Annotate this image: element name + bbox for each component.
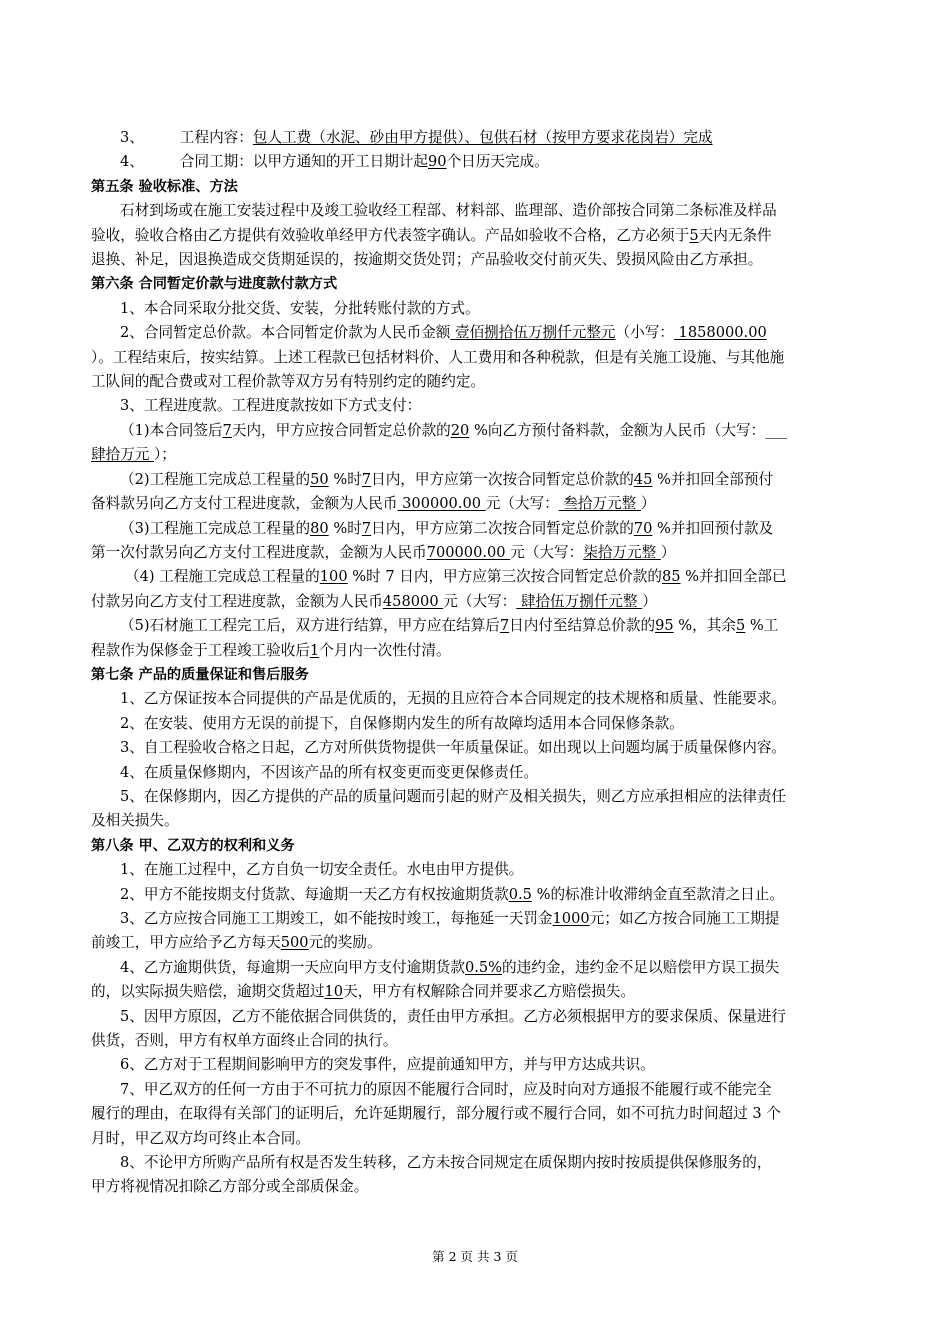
text: %，其余 xyxy=(673,617,736,635)
text: 元（大写： xyxy=(443,592,517,610)
filled-value: 50 xyxy=(310,470,329,488)
text: （5)石材施工工程完工后，双方进行结算，甲方应在结算后 xyxy=(120,617,500,635)
filled-value: 1 xyxy=(309,641,320,659)
text: （2)工程施工完成总工程量的 xyxy=(120,470,311,488)
text: 程款作为保修金于工程竣工验收后 xyxy=(91,641,310,659)
text: ） xyxy=(640,495,656,513)
text: 天内，甲方应按合同暂定总价款的 xyxy=(231,421,451,439)
filled-value: 20 xyxy=(450,421,470,439)
payment-step-4-cont xyxy=(91,590,861,614)
filled-value: 500 xyxy=(280,934,309,952)
filled-value: 80 xyxy=(310,519,329,537)
text: ） xyxy=(660,543,676,561)
paragraph: 1、本合同采取分批交货、安装，分批转账付款的方式。 xyxy=(120,299,480,317)
text: 备料款另向乙方支付工程进度款，金额为人民币 xyxy=(91,495,398,513)
filled-value: 7 xyxy=(499,617,510,635)
item-3 xyxy=(91,126,861,150)
payment-step-1 xyxy=(91,419,861,443)
text: （1)本合同签后 xyxy=(120,421,223,439)
text: 的，以实际损失赔偿，逾期交货超过 xyxy=(91,983,325,1001)
item-number: 4、 xyxy=(120,153,144,171)
text: %并扣回全部预付 xyxy=(652,470,774,488)
paragraph: 1、乙方保证按本合同提供的产品是优质的，无损的且应符合本合同规定的技术规格和质量、性能要求。 xyxy=(120,690,787,708)
text: （小写： xyxy=(615,324,674,342)
filled-value: 1858000.00 xyxy=(673,324,767,342)
filled-value: 1000 xyxy=(552,910,590,927)
paragraph xyxy=(91,956,861,980)
payment-step-4 xyxy=(91,565,861,589)
text: 元；如乙方按合同施工工期提 xyxy=(589,910,780,927)
text: 的违约金，违约金不足以赔偿甲方误工损失 xyxy=(502,958,780,976)
text: 2、甲方不能按期支付货款、每逾期一天乙方有权按逾期货款 xyxy=(120,885,509,903)
text: ）； xyxy=(154,446,176,464)
item-4 xyxy=(91,150,861,174)
text: ） xyxy=(642,592,657,610)
text: %的标准计收滞纳金直至款清之日止。 xyxy=(531,885,784,903)
filled-value: 叁拾万元整 xyxy=(558,495,641,513)
text: （4) 工程施工完成总工程量的 xyxy=(125,568,320,586)
filled-value: 5 xyxy=(735,617,746,635)
paragraph xyxy=(91,321,861,345)
text: 元（大写： xyxy=(510,543,584,561)
text: %时 xyxy=(328,519,362,537)
page-number: 第 2 页 共 3 页 xyxy=(432,1249,518,1264)
article-8-heading: 第八条 甲、乙双方的权利和义务 xyxy=(91,837,295,854)
article-5-heading: 第五条 验收标准、方法 xyxy=(91,178,238,195)
paragraph xyxy=(91,980,861,1004)
filled-value: 45 xyxy=(633,470,653,488)
text: （3)工程施工完成总工程量的 xyxy=(120,519,311,537)
paragraph: 工队间的配合费或对工程价款等双方另有特别约定的随约定。 xyxy=(91,373,486,391)
text: %时 xyxy=(328,470,362,488)
text: 2、合同暂定总价款。本合同暂定价款为人民币金额 xyxy=(120,324,451,342)
item-number: 3、 xyxy=(120,129,144,146)
filled-value: 肆拾万元 xyxy=(91,446,155,464)
text: 4、乙方逾期供货，每逾期一天应向甲方支付逾期货款 xyxy=(120,958,465,976)
text: 付款另向乙方支付工程进度款，金额为人民币 xyxy=(91,592,383,610)
paragraph xyxy=(91,224,861,248)
text: 天，甲方有权解除合同并要求乙方赔偿损失。 xyxy=(343,983,635,1001)
paragraph: 石材到场或在施工安装过程中及竣工验收经工程部、材料部、监理部、造价部按合同第二条标准及样品 xyxy=(120,202,777,220)
payment-step-2 xyxy=(91,468,861,492)
payment-step-5-cont xyxy=(91,639,861,663)
filled-value: 85 xyxy=(661,568,681,586)
text: 个日历天完成。 xyxy=(446,153,549,171)
article-6-heading: 第六条 合同暂定价款与进度款付款方式 xyxy=(91,276,338,293)
text: 天内无条件 xyxy=(698,226,772,244)
text: %工 xyxy=(745,617,779,635)
text: 日内付至结算总价款的 xyxy=(509,617,656,635)
filled-value: 458000 xyxy=(382,592,444,610)
text: 验收，验收合格由乙方提供有效验收单经甲方代表签字确认。产品如验收不合格，乙方必须于 xyxy=(91,226,690,244)
payment-step-3-cont xyxy=(91,541,861,565)
paragraph: 4、在质量保修期内，不因该产品的所有权变更而变更保修责任。 xyxy=(120,763,538,781)
text: 前竣工，甲方应给予乙方每天 xyxy=(91,934,281,952)
paragraph: 5、在保修期内，因乙方提供的产品的质量问题而引起的财产及相关损失，则乙方应承担相应的法律责任 xyxy=(120,787,787,805)
filled-value: 0.5% xyxy=(464,958,503,976)
filled-value: 70 xyxy=(633,519,653,537)
paragraph xyxy=(91,883,861,907)
paragraph: ）。工程结束后，按实结算。上述工程款已包括材料价、人工费用和各种税款，但是有关施工设施、与其他施 xyxy=(91,348,785,366)
filled-value: 5 xyxy=(689,226,699,244)
text: 第一次付款另向乙方支付工程进度款，金额为人民币 xyxy=(91,543,427,561)
paragraph: 退换、补足，因退换造成交货期延误的，按逾期交货处罚；产品验收交付前灭失、毁损风险由乙方承担。 xyxy=(91,251,763,269)
text: 元（大写： xyxy=(485,495,559,513)
text: %时 7 日内，甲方应第三次按合同暂定总价款的 xyxy=(347,568,662,586)
text: 个月内一次性付清。 xyxy=(319,641,451,659)
paragraph: 7、甲乙双方的任何一方由于不可抗力的原因不能履行合同时，应及时向对方通报不能履行或不能完全 xyxy=(120,1080,772,1098)
filled-value: 10 xyxy=(324,983,344,1001)
paragraph: 2、在安装、使用方无误的前提下，自保修期内发生的所有故障均适用本合同保修条款。 xyxy=(120,714,684,732)
filled-value: 柒拾万元整 xyxy=(583,543,661,561)
paragraph: 甲方将视情况扣除乙方部分或全部质保金。 xyxy=(91,1178,369,1196)
paragraph: 8、不论甲方所购产品所有权是否发生转移，乙方未按合同规定在质保期内按时按质提供保修服务的， xyxy=(120,1154,772,1172)
paragraph: 供货，否则，甲方有权单方面终止合同的执行。 xyxy=(91,1032,398,1050)
text: 日内，甲方应第二次按合同暂定总价款的 xyxy=(371,519,634,537)
paragraph: 3、自工程验收合格之日起，乙方对所供货物提供一年质量保证。如出现以上问题均属于质量保修内容。 xyxy=(120,739,787,757)
filled-value: 300000.00 xyxy=(397,495,486,513)
contract-body xyxy=(91,126,861,1200)
paragraph: 履行的理由，在取得有关部门的证明后，允许延期履行，部分履行或不履行合同，如不可抗力时间超过 3 个 xyxy=(91,1105,781,1123)
filled-value: 700000.00 xyxy=(426,543,511,561)
text: 日内，甲方应第一次按合同暂定总价款的 xyxy=(371,470,634,488)
filled-value: 肆拾伍万捌仟元整 xyxy=(516,592,643,610)
paragraph: 及相关损失。 xyxy=(91,812,179,830)
text: %并扣回全部已 xyxy=(680,568,787,586)
payment-step-3 xyxy=(91,517,861,541)
text: 3、乙方应按合同施工工期竣工，如不能按时竣工，每拖延一天罚金 xyxy=(120,910,553,927)
payment-step-1-cont xyxy=(91,443,861,467)
filled-value: 7 xyxy=(361,470,372,488)
paragraph xyxy=(91,931,861,955)
blank-line: ___ xyxy=(765,421,788,439)
filled-value: 壹佰捌拾伍万捌仟元整元 xyxy=(450,324,616,342)
payment-step-2-cont xyxy=(91,492,861,516)
paragraph: 5、因甲方原因，乙方不能依据合同供货的，责任由甲方承担。乙方必须根据甲方的要求保质、保量进行 xyxy=(120,1007,787,1025)
duration-days: 90 xyxy=(428,153,447,171)
filled-value: 7 xyxy=(222,421,232,439)
text: 元的奖励。 xyxy=(308,934,382,952)
text: %并扣回预付款及 xyxy=(652,519,774,537)
paragraph: 6、乙方对于工程期间影响甲方的突发事件，应提前通知甲方，并与甲方达成共识。 xyxy=(120,1056,655,1074)
item-label: 工程内容： xyxy=(179,129,253,146)
article-7-heading: 第七条 产品的质量保证和售后服务 xyxy=(91,666,309,683)
filled-value: 100 xyxy=(319,568,348,586)
filled-value: 0.5 xyxy=(508,885,532,903)
paragraph: 月时，甲乙双方均可终止本合同。 xyxy=(91,1129,310,1147)
item-value: 包人工费（水泥、砂由甲方提供）、包供石材（按甲方要求花岗岩）完成 xyxy=(252,129,713,146)
paragraph xyxy=(91,907,861,931)
payment-step-5 xyxy=(91,614,861,638)
text: %向乙方预付备料款，金额为人民币（大写： xyxy=(469,421,766,439)
text: 合同工期：以甲方通知的开工日期计起 xyxy=(179,153,428,171)
filled-value: 95 xyxy=(655,617,674,635)
paragraph: 1、在施工过程中，乙方自负一切安全责任。水电由甲方提供。 xyxy=(120,861,524,879)
filled-value: 7 xyxy=(361,519,372,537)
paragraph: 3、工程进度款。工程进度款按如下方式支付： xyxy=(120,397,422,415)
